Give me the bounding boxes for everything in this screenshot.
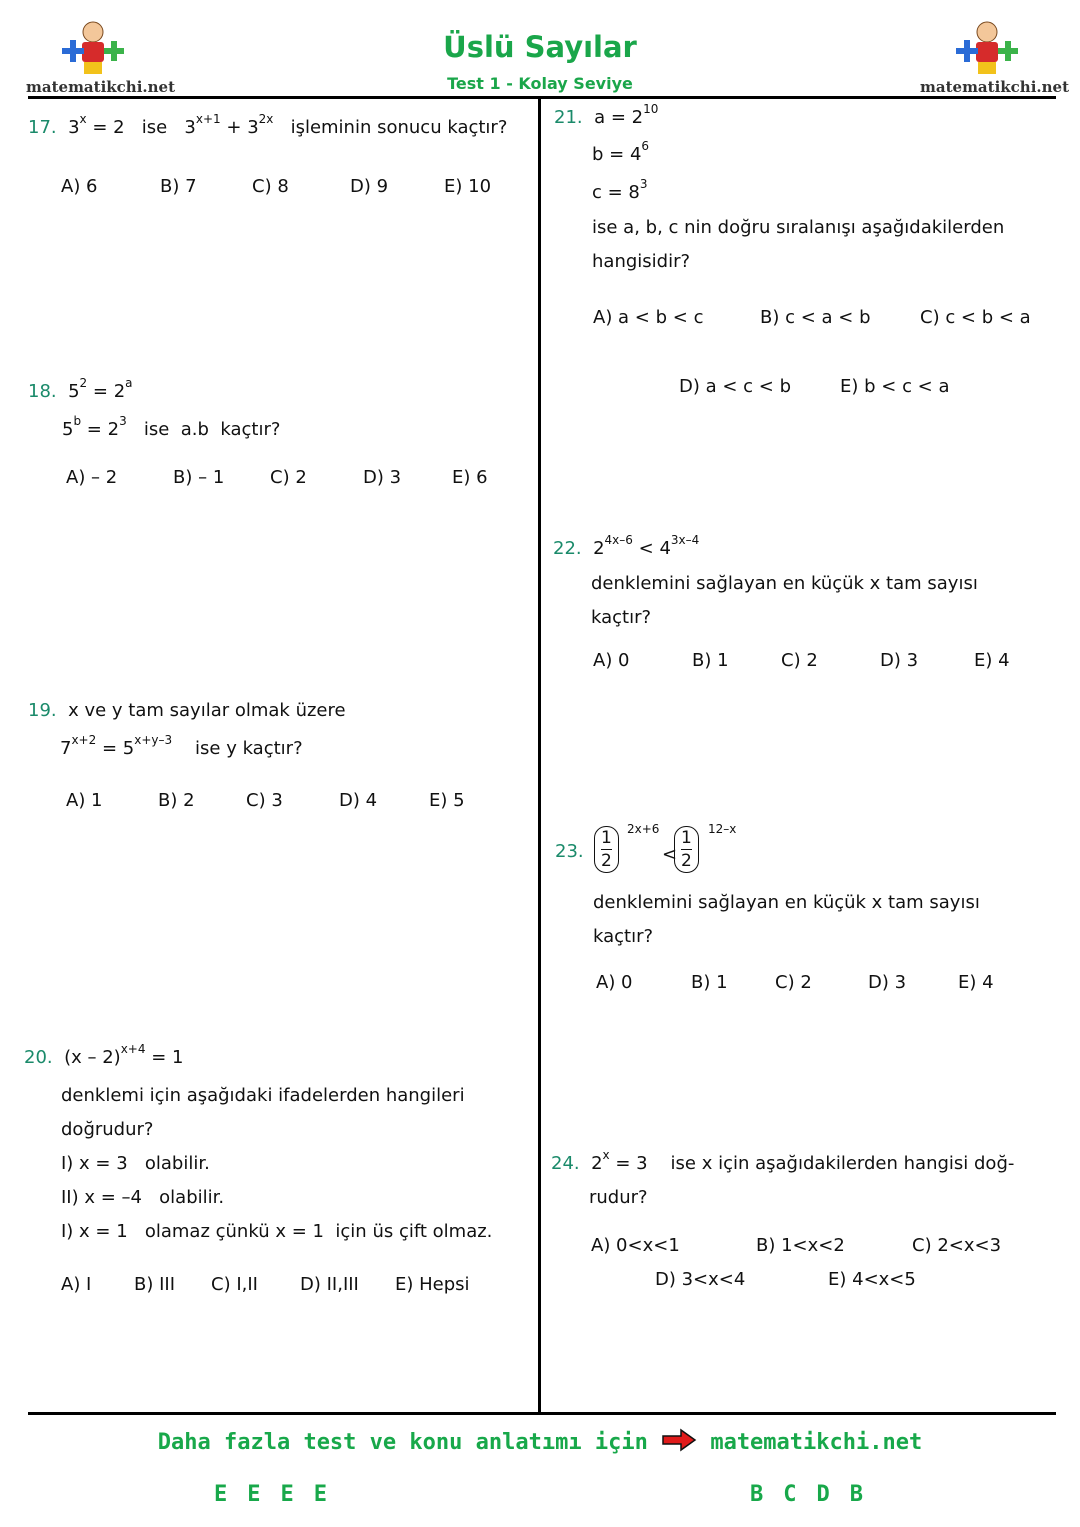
option-c[interactable]: C) c < b < a (920, 307, 1031, 328)
logo-right (952, 18, 1022, 78)
question-19-line-2: $7^{x+2} = 5^{x+y-3}$ ise y kaçtır? (60, 733, 303, 759)
question-number: 22. (553, 538, 582, 559)
question-20: 20. (x – 2)$^{x+4}$ = 1 (24, 1042, 184, 1068)
option-e[interactable]: E) 5 (429, 790, 465, 811)
option-e[interactable]: E) 6 (452, 467, 488, 488)
option-b[interactable]: B) 1 (691, 972, 728, 993)
page-subtitle: Test 1 - Kolay Seviye (447, 74, 633, 93)
question-21-line-2: $b = 4^6$ (592, 139, 650, 165)
question-22-line-3: kaçtır? (591, 607, 652, 628)
option-a[interactable]: A) 6 (61, 176, 98, 197)
option-a[interactable]: A) I (61, 1274, 92, 1295)
option-e[interactable]: E) b < c < a (840, 376, 950, 397)
option-a[interactable]: A) 0<x<1 (591, 1235, 680, 1256)
question-21-line-5: hangisidir? (592, 251, 691, 272)
bottom-divider (28, 1412, 1056, 1415)
question-number: 18. (28, 381, 57, 402)
site-name-right: matematikchi.net (920, 78, 1070, 96)
question-21-line-4: ise a, b, c nin doğru sıralanışı aşağıdakilerden (592, 217, 1005, 238)
option-e[interactable]: E) 10 (444, 176, 492, 197)
site-name-left: matematikchi.net (26, 78, 176, 96)
option-d[interactable]: D) 3<x<4 (655, 1269, 746, 1290)
option-e[interactable]: E) 4 (974, 650, 1010, 671)
option-d[interactable]: D) a < c < b (679, 376, 792, 397)
option-b[interactable]: B) 7 (160, 176, 197, 197)
question-number: 21. (554, 107, 583, 128)
question-number: 17. (28, 117, 57, 138)
option-a[interactable]: A) a < b < c (593, 307, 704, 328)
question-23-line-3: kaçtır? (593, 926, 654, 947)
less-than-sign: < (662, 844, 678, 865)
question-21-line-3: $c = 8^3$ (592, 177, 648, 203)
option-d[interactable]: D) 4 (339, 790, 378, 811)
option-d[interactable]: D) 9 (350, 176, 389, 197)
option-c[interactable]: C) 8 (252, 176, 289, 197)
question-number: 20. (24, 1047, 53, 1068)
option-d[interactable]: D) 3 (880, 650, 919, 671)
option-b[interactable]: B) III (134, 1274, 176, 1295)
option-b[interactable]: B) 1<x<2 (756, 1235, 845, 1256)
question-number: 23. (555, 841, 584, 862)
option-e[interactable]: E) Hepsi (395, 1274, 470, 1295)
column-divider (538, 98, 541, 1414)
question-24-line-2: rudur? (589, 1187, 648, 1208)
option-b[interactable]: B) 2 (158, 790, 195, 811)
question-17: 17. $3^x = 2$ ise $3^{x+1} + 3^{2x}$ işleminin sonucu kaçtır? (28, 112, 508, 138)
question-23 (555, 840, 584, 864)
option-d[interactable]: D) 3 (868, 972, 907, 993)
page-title: Üslü Sayılar (443, 30, 637, 64)
option-d[interactable]: D) II,III (300, 1274, 359, 1295)
option-b[interactable]: B) – 1 (173, 467, 225, 488)
option-b[interactable]: B) 1 (692, 650, 729, 671)
answers-left: EEEE (214, 1482, 347, 1507)
question-20-line-2: denklemi için aşağıdaki ifadelerden hangileri (61, 1085, 465, 1106)
statement-1: I) x = 3 olabilir. (61, 1153, 210, 1174)
option-c[interactable]: C) 2<x<3 (912, 1235, 1002, 1256)
fraction-2: $\frac{1}{2}$ (674, 826, 699, 873)
option-a[interactable]: A) 0 (593, 650, 630, 671)
question-18: 18. $5^2 = 2^a$ (28, 376, 133, 402)
question-22: 22. $2^{4x-6} < 4^{3x-4}$ (553, 533, 700, 559)
option-c[interactable]: C) 3 (246, 790, 283, 811)
option-d[interactable]: D) 3 (363, 467, 402, 488)
arrow-right-icon (661, 1428, 697, 1458)
question-number: 19. (28, 700, 57, 721)
exponent-2: 12–x (708, 822, 737, 836)
option-c[interactable]: C) 2 (781, 650, 818, 671)
answers-right: BCDB (750, 1482, 883, 1507)
statement-2: II) x = –4 olabilir. (61, 1187, 225, 1208)
option-a[interactable]: A) 0 (596, 972, 633, 993)
question-20-line-3: doğrudur? (61, 1119, 154, 1140)
footer-promo[interactable]: Daha fazla test ve konu anlatımı için matematikchi.net (0, 1428, 1080, 1458)
option-c[interactable]: C) 2 (775, 972, 812, 993)
option-e[interactable]: E) 4 (958, 972, 994, 993)
question-23-line-2: denklemini sağlayan en küçük x tam sayısı (593, 892, 980, 913)
question-21: 21. $a = 2^{10}$ (554, 102, 659, 128)
option-a[interactable]: A) 1 (66, 790, 103, 811)
option-b[interactable]: B) c < a < b (760, 307, 871, 328)
option-a[interactable]: A) – 2 (66, 467, 118, 488)
option-c[interactable]: C) I,II (211, 1274, 258, 1295)
top-divider (28, 96, 1056, 99)
question-18-line-2: $5^b = 2^3$ ise a.b kaçtır? (62, 414, 281, 440)
statement-3: I) x = 1 olamaz çünkü x = 1 için üs çift olmaz. (61, 1221, 493, 1242)
question-number: 24. (551, 1153, 580, 1174)
exponent-1: 2x+6 (627, 822, 660, 836)
option-e[interactable]: E) 4<x<5 (828, 1269, 916, 1290)
question-19: 19. x ve y tam sayılar olmak üzere (28, 700, 346, 721)
question-24: 24. $2^x = 3$ ise x için aşağıdakilerden hangisi doğ- (551, 1148, 1015, 1174)
question-22-line-2: denklemini sağlayan en küçük x tam sayısı (591, 573, 978, 594)
option-c[interactable]: C) 2 (270, 467, 307, 488)
fraction-1: $\frac{1}{2}$ (594, 826, 619, 873)
